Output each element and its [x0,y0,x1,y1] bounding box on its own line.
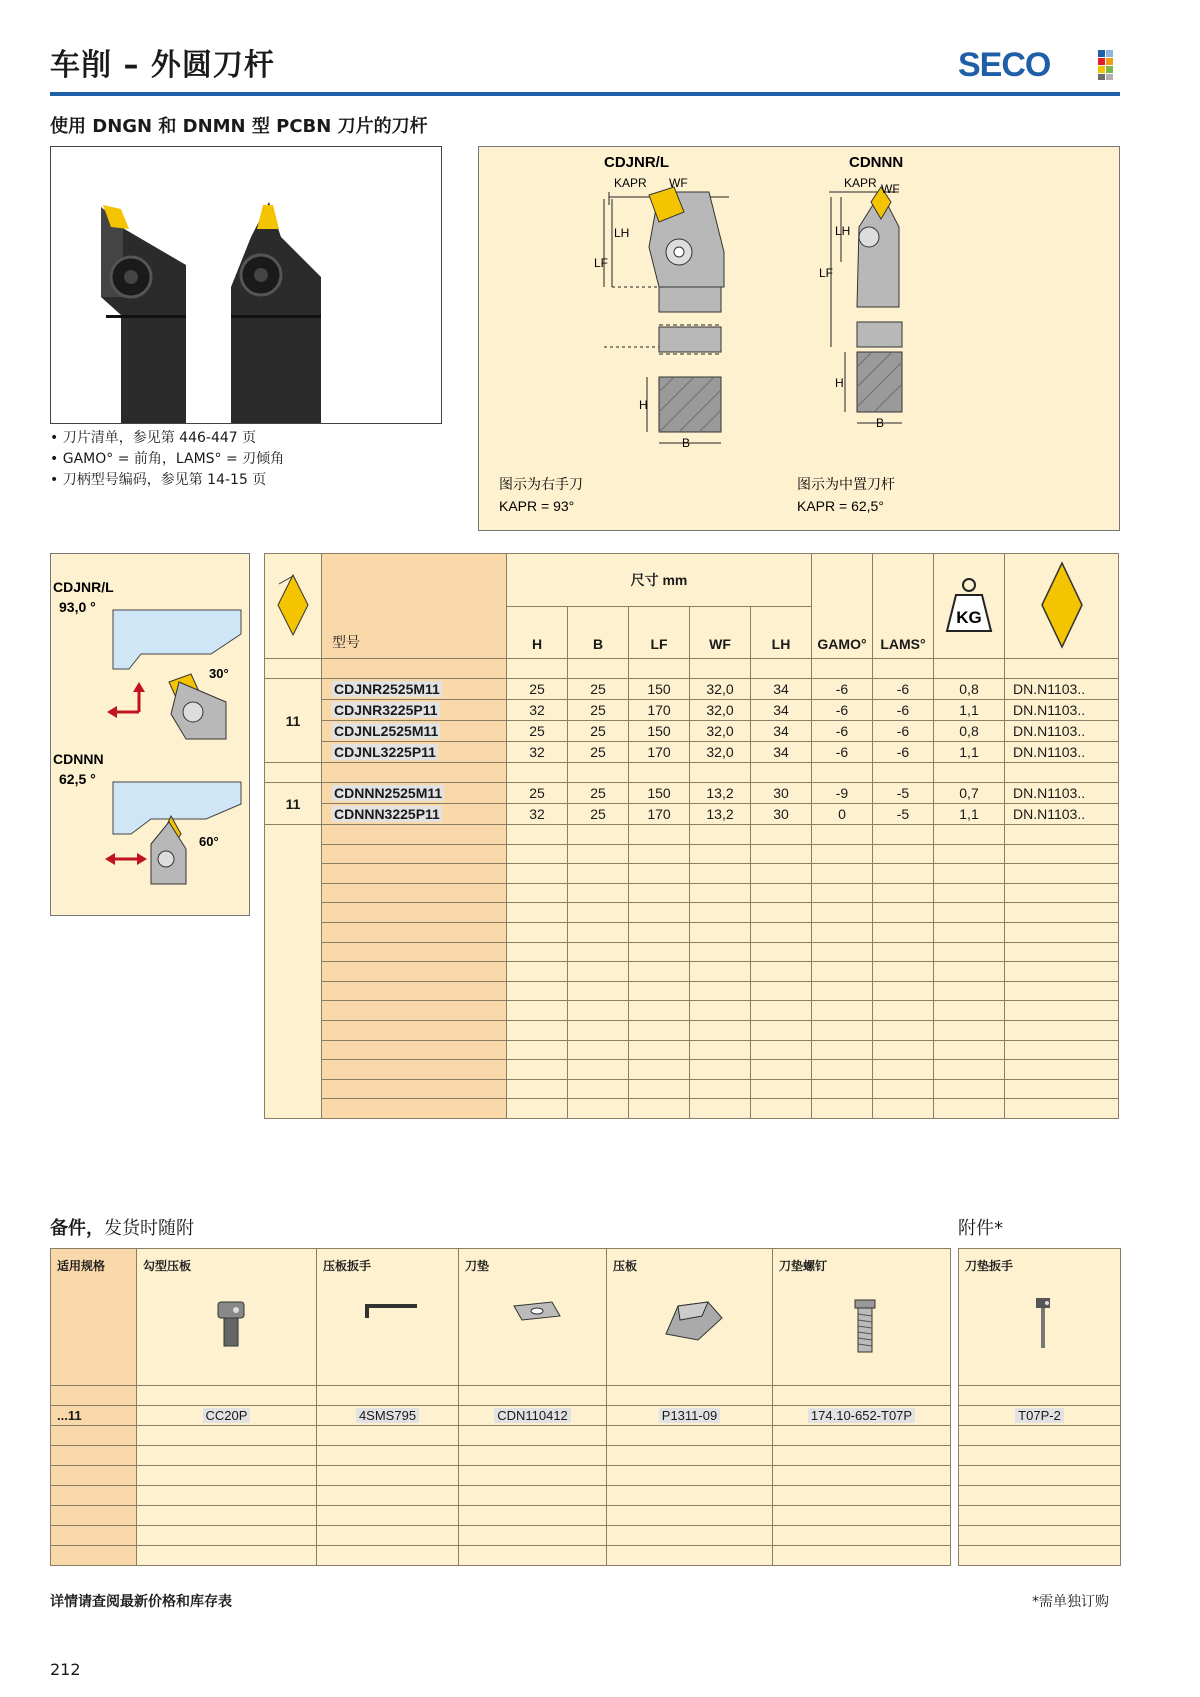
cell-wf: 32,0 [690,742,751,763]
left-caption: 图示为右手刀 [499,476,583,492]
accessory-table [958,1248,1121,1566]
svg-text:93,0 °: 93,0 ° [59,599,96,615]
part-number: CDJNL3225P11 [334,744,436,760]
approach-angle-panel [50,553,250,916]
gamo-header: GAMO° [812,554,873,659]
table-row [265,700,1119,721]
cell-lf: 150 [629,679,690,700]
product-photo [50,146,442,424]
parts-col-header: 勾型压板 [143,1259,192,1273]
part-code: CC20P [203,1408,251,1423]
right-kapr: KAPR = 62,5° [797,498,884,514]
svg-text:KAPR: KAPR [844,176,877,190]
svg-text:62,5 °: 62,5 ° [59,771,96,787]
cell-lams: -6 [873,679,934,700]
cell-gamo: -6 [812,721,873,742]
cell-kg: 0,8 [934,679,1005,700]
cell-b: 25 [568,721,629,742]
table-row [265,679,1119,700]
dimension-diagram [478,146,1120,531]
note-item: • 刀片清单，参见第 446-447 页 [50,428,284,449]
cell-gamo: -6 [812,742,873,763]
brand-name: SECO [958,46,1051,82]
page-number: 212 [50,1660,81,1679]
svg-text:CDNNN: CDNNN [53,751,104,767]
cell-gamo: -6 [812,700,873,721]
model-header: 型号 [322,554,507,659]
cell-lams: -5 [873,804,934,825]
clamp-icon [143,1296,316,1359]
cell-lh: 30 [751,804,812,825]
shim-screw-icon [779,1296,950,1359]
clamp-plate-icon [613,1296,772,1349]
cell-b: 25 [568,679,629,700]
cell-gamo: 0 [812,804,873,825]
svg-text:B: B [682,436,691,450]
notes-list [50,428,284,491]
cell-insert: DN.N1103.. [1005,804,1119,825]
accessory-code: T07P-2 [1015,1408,1064,1423]
spare-parts-title: 备件，发货时随附 [50,1218,194,1239]
cell-kg: 1,1 [934,742,1005,763]
svg-text:KG: KG [956,607,982,627]
spare-parts-table [50,1248,951,1566]
size-cell: ...11 [51,1406,137,1426]
insert-size-cell: 11 [265,783,322,825]
note-item: • GAMO° = 前角，LAMS° = 刃倾角 [50,449,284,470]
table-row [265,721,1119,742]
table-row [265,783,1119,804]
part-number: CDNNN2525M11 [334,785,443,801]
parts-row [51,1406,951,1426]
holder-dimension-drawing [479,147,1119,530]
cell-kg: 0,8 [934,721,1005,742]
svg-text:30°: 30° [209,666,229,681]
cell-b: 25 [568,700,629,721]
svg-text:CDNNN: CDNNN [849,154,904,171]
cell-h: 25 [507,783,568,804]
cell-lams: -6 [873,742,934,763]
torx-key-icon [965,1292,1120,1355]
cell-b: 25 [568,804,629,825]
cell-h: 25 [507,679,568,700]
table-row [265,804,1119,825]
parts-col-header: 刀垫螺钉 [779,1259,828,1273]
cell-insert: DN.N1103.. [1005,700,1119,721]
header-rule [50,92,1120,96]
svg-text:LH: LH [835,224,851,238]
cell-gamo: -9 [812,783,873,804]
insert-size-cell: 11 [265,679,322,763]
svg-text:LH: LH [614,226,630,240]
note-item: • 刀柄型号编码，参见第 14-15 页 [50,470,284,491]
cell-lf: 170 [629,700,690,721]
insert-header [1005,554,1119,659]
cell-lams: -5 [873,783,934,804]
svg-text:LF: LF [594,256,609,270]
accessory-title: 附件* [958,1218,1003,1239]
part-number: CDNNN3225P11 [334,806,440,822]
part-code: 4SMS795 [356,1408,419,1423]
cell-lf: 170 [629,804,690,825]
cell-insert: DN.N1103.. [1005,721,1119,742]
cell-lf: 150 [629,721,690,742]
cell-lams: -6 [873,721,934,742]
svg-text:H: H [835,376,844,390]
svg-text:LF: LF [819,266,834,280]
cell-h: 25 [507,721,568,742]
cell-lams: -6 [873,700,934,721]
cell-kg: 0,7 [934,783,1005,804]
parts-col-header: 适用规格 [57,1259,106,1273]
cell-wf: 13,2 [690,783,751,804]
part-number: CDJNL2525M11 [334,723,439,739]
accessory-col-header: 刀垫扳手 [965,1259,1014,1273]
cell-wf: 13,2 [690,804,751,825]
svg-text:60°: 60° [199,834,219,849]
lams-header: LAMS° [873,554,934,659]
toolholder-photo-icon [51,147,441,423]
cell-lh: 34 [751,700,812,721]
cell-lf: 150 [629,783,690,804]
svg-text:B: B [876,416,885,430]
parts-col-header: 刀垫 [465,1259,490,1273]
seco-logo [958,46,1120,82]
insert-size-icon [265,554,322,659]
cell-lh: 34 [751,721,812,742]
cell-lh: 30 [751,783,812,804]
part-number: CDJNR3225P11 [334,702,438,718]
cell-kg: 1,1 [934,804,1005,825]
part-code: CDN110412 [494,1408,571,1423]
cell-h: 32 [507,742,568,763]
page-subtitle: 使用 DNGN 和 DNMN 型 PCBN 刀片的刀杆 [50,116,428,137]
cell-insert: DN.N1103.. [1005,742,1119,763]
page-title: 车削 – 外圆刀杆 [50,48,275,83]
cell-wf: 32,0 [690,700,751,721]
cell-gamo: -6 [812,679,873,700]
cell-b: 25 [568,783,629,804]
cell-wf: 32,0 [690,721,751,742]
part-number: CDJNR2525M11 [334,681,440,697]
cell-h: 32 [507,804,568,825]
svg-text:WF: WF [881,182,900,196]
part-code: P1311-09 [659,1408,720,1423]
dims-header: 尺寸 mm [507,554,812,607]
left-kapr: KAPR = 93° [499,498,575,514]
holder-table: 型号 尺寸 mm GAMO° LAMS° KG H B LF WF LH 11 CDJNR2525M11 25 25 150 32,0 34 -6 -6 0,8 DN.N1103.. CDJNR3225P11 32 25 170 32,0 34 -6 -6 1,1 DN.N1103.. CDJNL2525M11 25 25 150 32,0 34 -6 -6 0,8 DN.N1103.. CDJNL3225P11 32 25 170 32,0 34 -6 -6 1,1 DN.N1103.. 11 CDNNN2525M11 25 25 150 13,2 30 -9 -5 0,7 DN.N1103.. CDNNN3225P11 32 25 170 13,2 30 0 -5 1,1 DN.N1103.. [264,553,1119,1119]
cell-wf: 32,0 [690,679,751,700]
footer-asterisk-note: *需单独订购 [1032,1594,1109,1610]
cell-insert: DN.N1103.. [1005,679,1119,700]
svg-text:H: H [639,398,648,412]
insert-icon [1032,557,1092,653]
cell-insert: DN.N1103.. [1005,783,1119,804]
table-row [265,742,1119,763]
cell-b: 25 [568,742,629,763]
cell-lh: 34 [751,742,812,763]
svg-text:WF: WF [669,176,688,190]
right-caption: 图示为中置刀杆 [797,476,895,492]
parts-col-header: 压板 [613,1259,638,1273]
shim-icon [465,1296,606,1329]
cell-kg: 1,1 [934,700,1005,721]
approach-angle-drawing [51,554,249,915]
svg-text:CDJNR/L: CDJNR/L [53,579,114,595]
weight-icon [942,573,996,637]
weight-header [934,554,1005,659]
svg-text:CDJNR/L: CDJNR/L [604,154,670,171]
cell-lh: 34 [751,679,812,700]
parts-col-header: 压板扳手 [323,1259,372,1273]
cell-h: 32 [507,700,568,721]
footer-note: 详情请查阅最新价格和库存表 [50,1594,232,1610]
part-code: 174.10-652-T07P [808,1408,915,1423]
svg-text:KAPR: KAPR [614,176,647,190]
wrench-icon [323,1296,458,1329]
cell-lf: 170 [629,742,690,763]
